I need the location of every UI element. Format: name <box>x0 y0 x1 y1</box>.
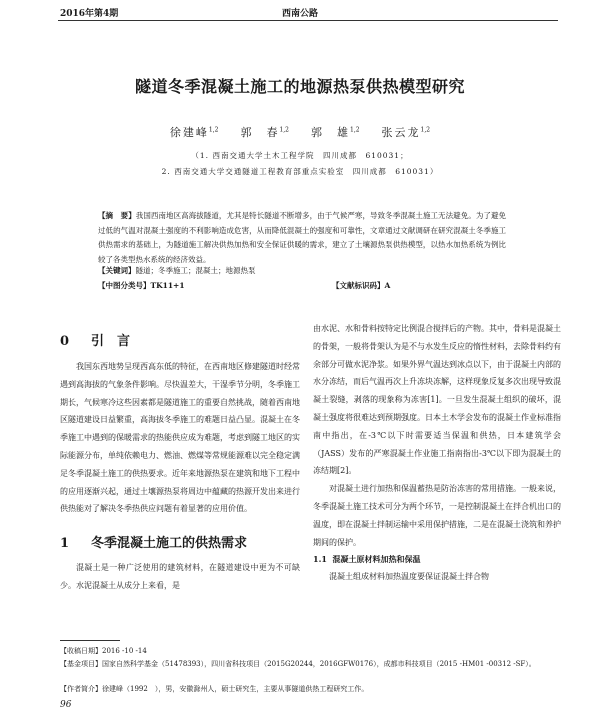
section-title: 冬季混凝土施工的供热需求 <box>91 536 248 552</box>
footnote-rule <box>60 640 120 641</box>
affiliation-1: （1. 西南交通大学土木工程学院 四川成都 610031； <box>191 151 409 160</box>
section-title: 引 言 <box>91 334 131 349</box>
subsection-number: 1.1 <box>313 554 327 565</box>
header-rule <box>58 20 558 21</box>
page-number: 96 <box>60 700 72 710</box>
author-affil-mark: 1,2 <box>350 126 360 134</box>
left-column <box>60 330 300 595</box>
author-affil-mark: 1,2 <box>420 126 431 134</box>
affiliation-2: 2. 西南交通大学交通隧道工程教育部重点实验室 四川成都 610031） <box>161 167 439 176</box>
section-number: 1 <box>60 536 70 552</box>
doc-code-value: A <box>384 281 391 290</box>
demand-paragraph: 混凝土是一种广泛使用的建筑材料，在隧道建设中更为不可缺少。水泥混凝土从成分上来看，是 <box>60 563 300 590</box>
author-name: 郭 春 <box>240 126 280 139</box>
footnote-received: 【收稿日期】2016 -10 -14 <box>60 647 147 655</box>
author-affil-mark: 1,2 <box>208 126 219 134</box>
subsection-title: 混凝土原材料加热和保温 <box>332 554 421 565</box>
author-name: 张云龙 <box>381 126 421 139</box>
document-code <box>332 280 390 291</box>
clc-label: 【中图分类号】 <box>98 281 151 290</box>
section-heading-demand <box>60 532 300 551</box>
keywords <box>98 265 256 276</box>
section-heading-intro <box>60 330 300 349</box>
author-list <box>0 124 600 140</box>
author-name: 郭 雄 <box>311 126 350 139</box>
body-paragraph: 由水泥、水和骨料按特定比例混合搅拌后的产物。其中，骨料是混凝土的骨架，一般将骨架认为是不与水发生反应的惰性材料，去除骨料约有余部分可做水泥净浆。如果外界气温达到冰点以下，由于混凝土内部的水分冻结，而后气温再次上升冻块冻解，这样现象反复多次出现导致混凝土裂缝，剥落的现象称为冻害[1]。一旦发生混凝土组织的破坏，混凝土强度将很难达到预期强度。日本土木学会发布的混凝土作业标准指南中指出，在-3℃以下时需要适当保温和供热，日本建筑学会（JASS）发布的严寒混凝土作业施工指南指出-3℃以下即为混凝土的冻结期[2]。 <box>313 324 561 476</box>
abstract-label: 【摘 要】 <box>98 211 136 220</box>
footnote-funding: 【基金项目】国家自然科学基金（51478393），四川省科技项目（2015G20244，2016GFW0176），成都市科技项目（2015 -HM01 -00312 -SF）。 <box>60 660 536 668</box>
abstract <box>98 209 506 267</box>
issue-label: 2016年第4期 <box>60 9 119 19</box>
footnote-author-bio: 【作者简介】徐建峰（1992 ），男，安徽滁州人，硕士研究生，主要从事隧道供热工程研究工作。 <box>60 685 369 693</box>
author-affil-mark: 1,2 <box>279 126 289 134</box>
right-column <box>313 320 561 586</box>
keywords-text: 隧道；冬季施工；混凝土；地源热泵 <box>135 266 256 275</box>
clc-number <box>98 280 185 291</box>
doc-code-label: 【文献标识码】 <box>332 281 385 290</box>
body-paragraph: 混凝土组成材料加热温度要保证混凝土拌合物 <box>329 572 489 582</box>
journal-name: 西南公路 <box>282 9 319 19</box>
author-name: 徐建峰 <box>169 126 209 139</box>
subsection-heading <box>313 551 561 568</box>
clc-value: TK11+1 <box>150 281 185 290</box>
section-number: 0 <box>60 334 70 349</box>
body-paragraph: 对混凝土进行加热和保温蓄热是防治冻害的常用措施。一般来说，冬季混凝土施工技术可分为两个环节，一是控制混凝土在拌合机出口的温度，即在混凝土拌制运输中采用保护措施，二是在混凝土浇筑和养护期间的保护。 <box>313 484 561 547</box>
intro-paragraph: 我国东西地势呈现西高东低的特征，在西南地区修建隧道时经常遇到高海拔的气象条件影响。尽快温差大，干湿季节分明，冬季施工期长，气候寒冷这些因素都是隧道施工的重要自然挑战，随着西南地区隧道建设日益繁重，高海拔冬季施工的难题日益凸显。混凝土在冬季施工中遇到的保暖需求的热能供应成为难题，考虑到隧工地区的实际能源分布，单纯依赖电力、燃油、燃煤等常规能源难以完全稳定满足冬季混凝土施工的供热要求。近年来地源热泵在建筑和地下工程中的应用逐渐兴起，通过土壤源热泵将周边中蕴藏的热源开发出来进行供热能对了解决冬季热供应问题有着显著的应用价值。 <box>60 362 300 514</box>
keywords-label: 【关键词】 <box>98 266 136 275</box>
paper-title: 隧道冬季混凝土施工的地源热泵供热模型研究 <box>134 77 465 96</box>
abstract-text: 我国西南地区高海拔隧道，尤其是特长隧道不断增多，由于气候严寒，导致冬季混凝土施工无法避免。为了避免过低的气温对混凝土强度的不利影响造成危害，从而降低混凝土的强度和可靠性，文章通过文献调研在研究混凝土冬季施工供热需求的基础上，为隧道施工解决供热加热和安全保证供暖的需求，建立了土壤源热泵供热模型，以热水加热系统为例比较了各类型热水系统的经济效益。 <box>98 211 507 264</box>
